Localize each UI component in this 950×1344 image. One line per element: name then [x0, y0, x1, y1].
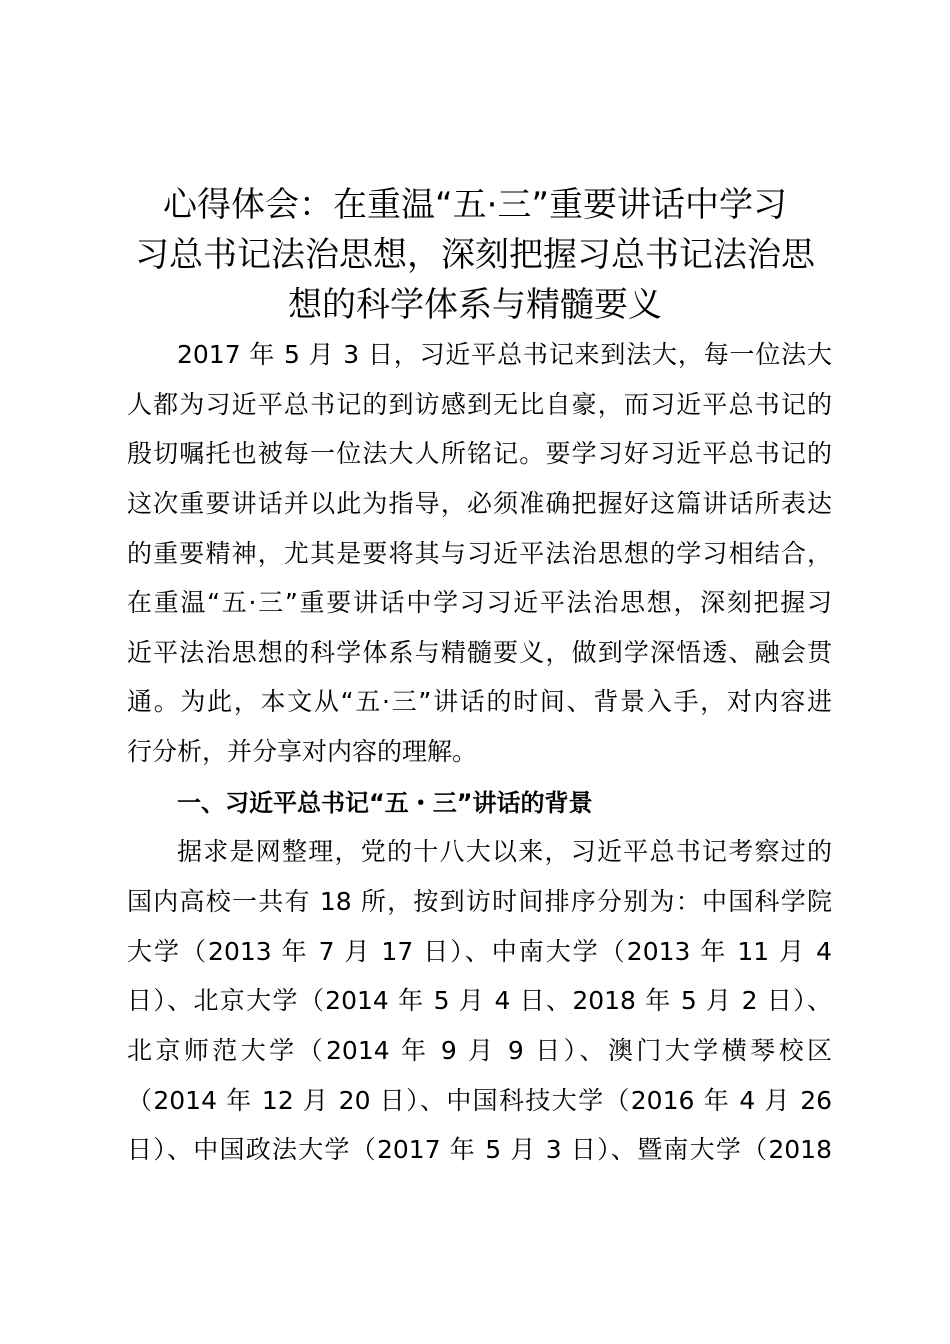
paragraph-line: 人都为习近平总书记的到访感到无比自豪，而习近平总书记的 [127, 390, 832, 419]
paragraph-line: （2014 年 12 月 20 日）、中国科技大学（2016 年 4 月 26 [127, 1086, 832, 1115]
paragraph-line: 大学（2013 年 7 月 17 日）、中南大学（2013 年 11 月 4 [127, 937, 832, 966]
paragraph-line: 日）、中国政法大学（2017 年 5 月 3 日）、暨南大学（2018 [127, 1135, 832, 1164]
paragraph-line: 通。为此，本文从“五·三”讲话的时间、背景入手，对内容进 [127, 687, 832, 716]
paragraph-line: 行分析，并分享对内容的理解。 [127, 737, 478, 766]
paragraph-line: 近平法治思想的科学体系与精髓要义，做到学深悟透、融会贯 [127, 638, 832, 667]
section-heading: 一、习近平总书记“五・三”讲话的背景 [177, 789, 593, 817]
paragraph-line: 日）、北京大学（2014 年 5 月 4 日、2018 年 5 月 2 日）、 [127, 986, 832, 1015]
title-line-3: 想的科学体系与精髓要义 [288, 285, 662, 325]
title-line-2: 习总书记法治思想，深刻把握习总书记法治思 [135, 235, 815, 275]
paragraph-line: 2017 年 5 月 3 日，习近平总书记来到法大，每一位法大 [177, 340, 832, 369]
paragraph-line: 的重要精神，尤其是要将其与习近平法治思想的学习相结合， [127, 539, 832, 568]
paragraph-line: 在重温“五·三”重要讲话中学习习近平法治思想，深刻把握习 [127, 588, 832, 617]
paragraph-line: 殷切嘱托也被每一位法大人所铭记。要学习好习近平总书记的 [127, 439, 832, 468]
document-title [110, 180, 840, 330]
paragraph-line: 据求是网整理，党的十八大以来，习近平总书记考察过的 [177, 837, 832, 866]
paragraph-line: 国内高校一共有 18 所，按到访时间排序分别为：中国科学院 [127, 887, 832, 916]
paragraph-line: 北京师范大学（2014 年 9 月 9 日）、澳门大学横琴校区 [127, 1036, 832, 1065]
paragraph-line: 这次重要讲话并以此为指导，必须准确把握好这篇讲话所表达 [127, 489, 832, 518]
title-line-1: 心得体会：在重温“五·三”重要讲话中学习 [162, 185, 788, 225]
